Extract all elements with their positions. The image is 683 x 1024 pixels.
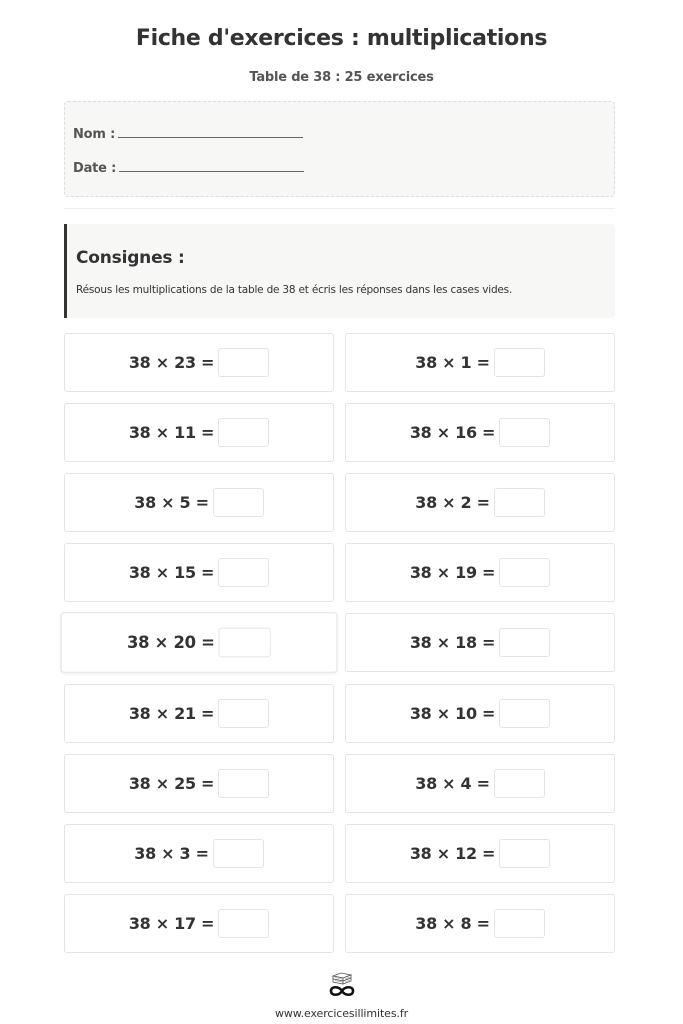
instructions-title: Consignes : [76,248,185,268]
answer-input[interactable] [218,699,269,728]
exercise-expression: 38 × 4 = [415,774,490,793]
exercise-card [345,333,615,392]
exercise-expression: 38 × 3 = [134,844,209,863]
answer-input[interactable] [494,909,545,938]
answer-input[interactable] [213,839,264,868]
answer-input[interactable] [494,488,545,517]
exercise-card [345,824,615,883]
answer-input[interactable] [218,909,269,938]
name-field[interactable] [73,126,303,142]
exercise-expression: 38 × 16 = [409,423,496,442]
answer-input[interactable] [218,769,269,798]
exercise-expression: 38 × 23 = [128,353,215,372]
exercise-expression: 38 × 2 = [415,493,490,512]
section-divider [64,208,615,209]
exercise-expression: 38 × 1 = [415,353,490,372]
exercise-card [345,473,615,532]
exercise-expression: 38 × 21 = [128,704,215,723]
answer-input[interactable] [499,628,550,657]
exercise-card [345,403,615,462]
exercise-expression: 38 × 20 = [127,632,215,653]
date-label: Date : [73,161,117,176]
instructions-text: Résous les multiplications de la table de 38 et écris les réponses dans les cases vides. [76,284,513,296]
date-blank-line[interactable] [119,160,304,172]
exercise-expression: 38 × 18 = [409,633,496,652]
exercise-expression: 38 × 11 = [128,423,215,442]
exercise-card [345,543,615,602]
exercise-card [64,333,334,392]
exercise-card [64,824,334,883]
answer-input[interactable] [494,769,545,798]
name-blank-line[interactable] [118,126,303,138]
answer-input[interactable] [499,839,550,868]
exercise-expression: 38 × 19 = [409,563,496,582]
books-infinity-logo-icon[interactable] [325,971,359,999]
footer-url[interactable]: www.exercicesillimites.fr [274,1007,409,1020]
exercise-card [345,754,615,813]
exercise-card [345,684,615,743]
exercise-expression: 38 × 17 = [128,914,215,933]
exercise-expression: 38 × 5 = [134,493,209,512]
exercise-card [64,894,334,953]
answer-input[interactable] [219,628,271,658]
exercise-card [64,473,334,532]
answer-input[interactable] [218,418,269,447]
answer-input[interactable] [499,699,550,728]
answer-input[interactable] [499,418,550,447]
instructions-box [64,224,615,318]
answer-input[interactable] [494,348,545,377]
exercise-expression: 38 × 25 = [128,774,215,793]
exercise-expression: 38 × 10 = [409,704,496,723]
exercise-card [64,684,334,743]
answer-input[interactable] [213,488,264,517]
exercise-card [61,612,338,672]
exercise-card [345,894,615,953]
exercise-card [64,403,334,462]
exercise-expression: 38 × 8 = [415,914,490,933]
student-info-box [64,101,615,197]
name-label: Nom : [73,127,116,142]
answer-input[interactable] [218,348,269,377]
date-field[interactable] [73,160,304,176]
answer-input[interactable] [499,558,550,587]
answer-input[interactable] [218,558,269,587]
exercise-card [64,754,334,813]
exercise-expression: 38 × 15 = [128,563,215,582]
exercise-card [345,613,615,672]
worksheet-title: Fiche d'exercices : multiplications [135,26,548,51]
worksheet-subtitle: Table de 38 : 25 exercices [249,70,434,85]
exercise-expression: 38 × 12 = [409,844,496,863]
exercise-card [64,543,334,602]
